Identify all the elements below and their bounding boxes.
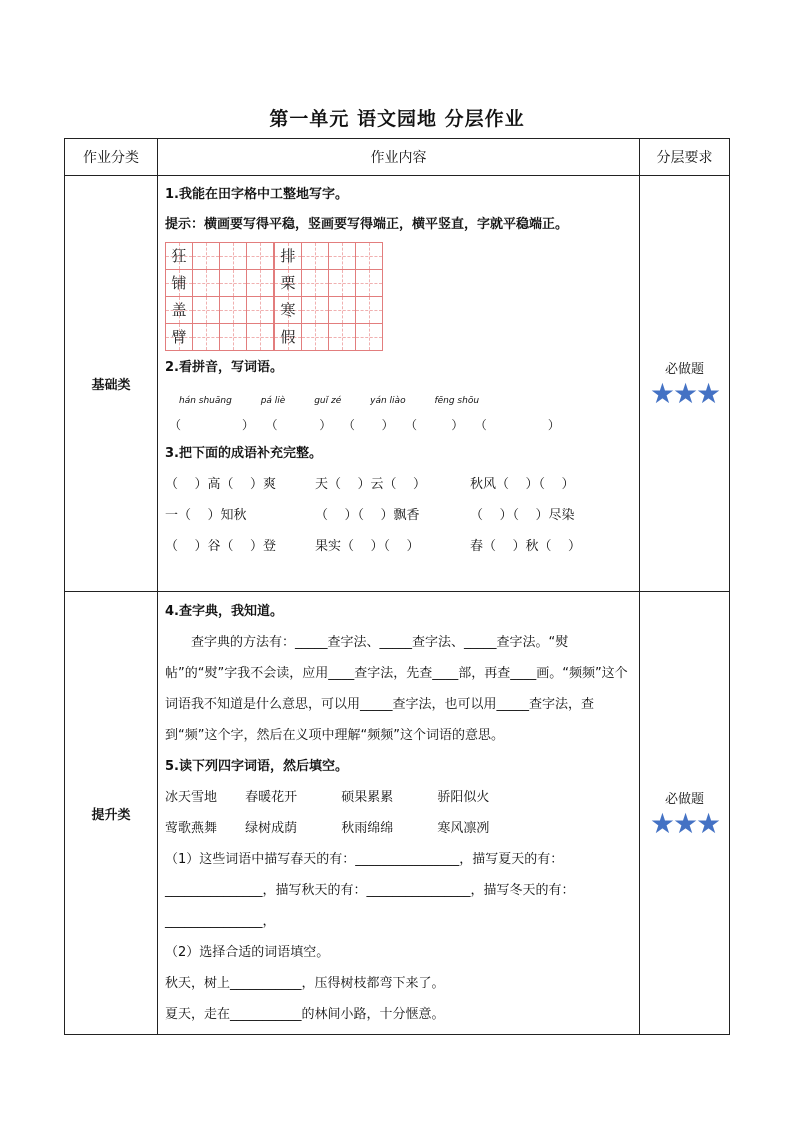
q5-fill2: 夏天，走在___________的林间小路，十分惬意。 (165, 1007, 445, 1022)
requirement-basic (640, 176, 730, 592)
q5-title: 5.读下列四字词语，然后填空。 (165, 759, 348, 774)
idiom-item: 秋风（ ）（ ） (470, 477, 575, 492)
grid-char: 铺 (166, 270, 193, 297)
requirement-label: 必做题 (664, 362, 704, 377)
idiom-item: 果实（ ）（ ） (315, 539, 420, 554)
idiom-row (165, 500, 632, 531)
requirement-advanced (640, 592, 730, 1035)
writing-grid-left (165, 242, 274, 351)
pinyin-blanks: （ ） （ ） （ ） （ ） （ ） (169, 418, 560, 432)
pinyin-item: guǐ zé (314, 396, 342, 406)
content-advanced (158, 592, 640, 1035)
grid-char: 臂 (166, 324, 193, 351)
words-row (165, 813, 632, 844)
pinyin-item: hán shuāng (179, 396, 232, 406)
grid-char: 狂 (166, 243, 193, 270)
idiom-item: 天（ ）云（ ） (315, 477, 427, 492)
idiom-item: （ ）（ ）尽染 (470, 508, 575, 523)
q1-title: 1.我能在田字格中工整地写字。 (165, 187, 348, 202)
grid-char: 排 (275, 243, 302, 270)
header-category: 作业分类 (65, 139, 158, 176)
grid-char: 栗 (275, 270, 302, 297)
q5-sub1: （1）这些词语中描写春天的有：________________，描写夏天的有：_______________，描写秋天的有：________________，描写冬天的有：_______________， (165, 852, 575, 929)
page-title: 第一单元 语文园地 分层作业 (269, 108, 525, 130)
category-advanced: 提升类 (65, 592, 158, 1035)
q1-hint: 提示：横画要写得平稳，竖画要写得端正，横平竖直，字就平稳端正。 (165, 217, 569, 232)
star-rating-icon: ★★★ (649, 806, 720, 840)
writing-grid (165, 242, 632, 351)
grid-char: 寒 (275, 297, 302, 324)
requirement-label: 必做题 (664, 791, 704, 807)
idiom-row (165, 531, 632, 562)
word-item: 秋雨绵绵 (341, 821, 394, 836)
grid-char: 假 (275, 324, 302, 351)
q4-text: 查字典的方法有：_____查字法、_____查字法、_____查字法。“熨帖”的“熨”字我不会读，应用____查字法，先查____部，再查____画。“频频”这个词语我不知道是什么意思，可以用_____查字法，也可以用_____查字法，查到“频”这个字，然后在义项中理解“频频”这个词语的意思。 (165, 635, 628, 743)
idiom-item: 春（ ）秋（ ） (470, 539, 582, 554)
pinyin-item: yán liào (370, 396, 406, 406)
table-header-row (65, 139, 730, 176)
words-row (165, 782, 632, 813)
q3-title: 3.把下面的成语补充完整。 (165, 446, 322, 461)
word-item: 寒风凛冽 (437, 821, 490, 836)
content-basic (158, 176, 640, 592)
star-rating-icon: ★★★ (649, 377, 720, 410)
idiom-item: （ ）高（ ）爽 (165, 477, 277, 492)
q2-title: 2.看拼音，写词语。 (165, 360, 283, 375)
word-item: 春暖花开 (245, 790, 298, 805)
pinyin-row (179, 391, 632, 411)
word-item: 绿树成荫 (245, 821, 298, 836)
homework-table (64, 138, 730, 1035)
word-item: 硕果累累 (341, 790, 394, 805)
table-row-advanced (65, 592, 730, 1035)
q5-fill1: 秋天，树上___________，压得树枝都弯下来了。 (165, 976, 445, 991)
writing-grid-right (274, 242, 383, 351)
idiom-item: （ ）谷（ ）登 (165, 539, 277, 554)
idiom-item: （ ）（ ）飘香 (315, 508, 420, 523)
idiom-row (165, 469, 632, 500)
header-content: 作业内容 (158, 139, 640, 176)
category-basic: 基础类 (65, 176, 158, 592)
word-item: 骄阳似火 (437, 790, 490, 805)
word-item: 莺歌燕舞 (165, 821, 218, 836)
table-row-basic (65, 176, 730, 592)
q5-sub2: （2）选择合适的词语填空。 (165, 945, 330, 960)
grid-char: 盖 (166, 297, 193, 324)
word-item: 冰天雪地 (165, 790, 218, 805)
idiom-item: 一（ ）知秋 (165, 508, 247, 523)
q4-title: 4.查字典，我知道。 (165, 604, 283, 619)
header-requirement: 分层要求 (640, 139, 730, 176)
pinyin-item: pá liè (260, 396, 286, 406)
pinyin-item: fēng shōu (434, 396, 480, 406)
